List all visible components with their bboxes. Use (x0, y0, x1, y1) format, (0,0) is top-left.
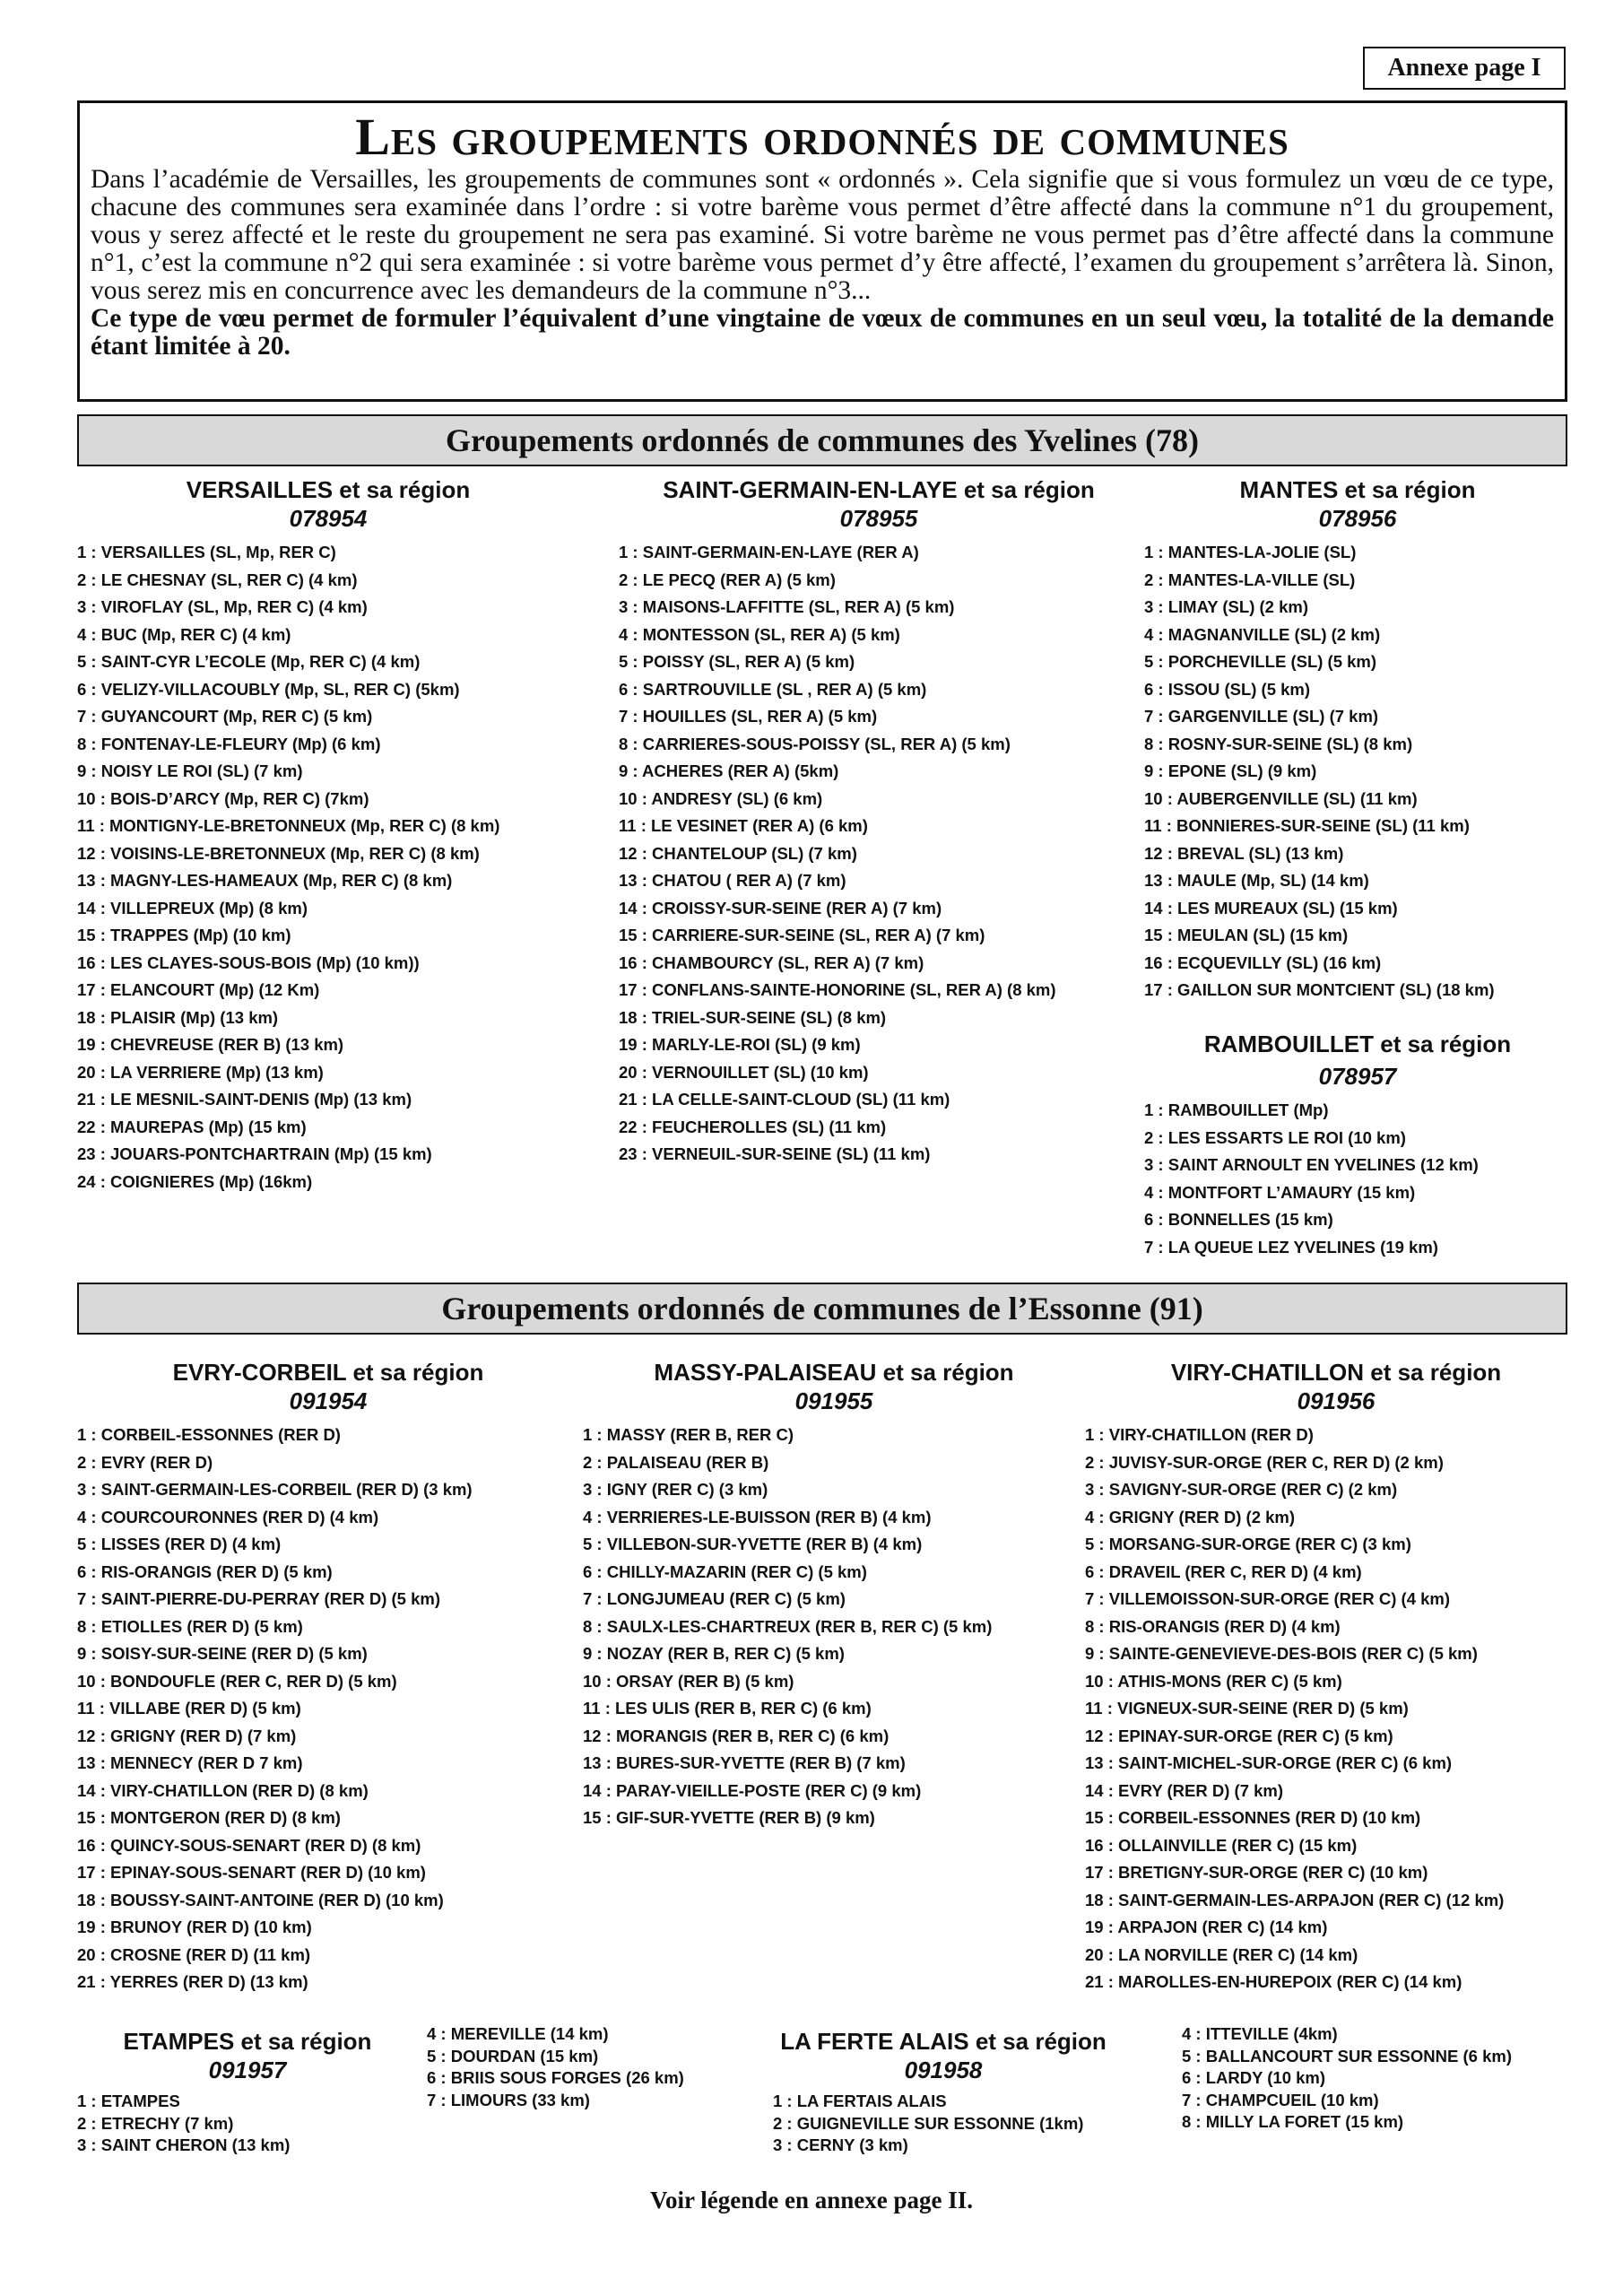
commune-item: 21 : LE MESNIL-SAINT-DENIS (Mp) (13 km) (77, 1090, 412, 1109)
commune-item: 4 : BUC (Mp, RER C) (4 km) (77, 624, 291, 644)
commune-item: 12 : EPINAY-SUR-ORGE (RER C) (5 km) (1085, 1726, 1393, 1745)
commune-item: 3 : CERNY (3 km) (773, 2135, 908, 2154)
commune-item: 16 : QUINCY-SOUS-SENART (RER D) (8 km) (77, 1835, 421, 1855)
commune-item: 7 : GUYANCOURT (Mp, RER C) (5 km) (77, 707, 373, 726)
commune-item: 3 : SAVIGNY-SUR-ORGE (RER C) (2 km) (1085, 1480, 1398, 1499)
commune-item: 8 : RIS-ORANGIS (RER D) (4 km) (1085, 1616, 1341, 1636)
commune-item: 6 : DRAVEIL (RER C, RER D) (4 km) (1085, 1561, 1362, 1581)
commune-item: 1 : LA FERTAIS ALAIS (773, 2092, 947, 2110)
commune-list (1085, 1422, 1587, 1996)
commune-item: 16 : ECQUEVILLY (SL) (16 km) (1144, 952, 1382, 972)
commune-item: 19 : ARPAJON (RER C) (14 km) (1085, 1918, 1328, 1936)
group-code: 091954 (289, 1387, 368, 1414)
commune-item: 20 : LA VERRIERE (Mp) (13 km) (77, 1062, 324, 1082)
commune-item: 15 : GIF-SUR-YVETTE (RER B) (9 km) (583, 1808, 875, 1827)
commune-item: 7 : HOUILLES (SL, RER A) (5 km) (619, 707, 878, 726)
commune-item: 12 : MORANGIS (RER B, RER C) (6 km) (583, 1726, 890, 1745)
commune-item: 10 : BOIS-D’ARCY (Mp, RER C) (7km) (77, 788, 369, 808)
group-la-ferte-alais (773, 2027, 1114, 2157)
commune-item: 8 : CARRIERES-SOUS-POISSY (SL, RER A) (5 km) (619, 734, 1011, 753)
group-title: LA FERTE ALAIS et sa région (780, 2028, 1107, 2055)
commune-item: 22 : FEUCHEROLLES (SL) (11 km) (619, 1117, 887, 1136)
commune-item: 21 : MAROLLES-EN-HUREPOIX (RER C) (14 km) (1085, 1972, 1462, 1991)
group-code: 091958 (904, 2057, 983, 2083)
commune-item: 19 : BRUNOY (RER D) (10 km) (77, 1918, 312, 1936)
commune-item: 14 : EVRY (RER D) (7 km) (1085, 1780, 1284, 1800)
commune-item: 19 : MARLY-LE-ROI (SL) (9 km) (619, 1035, 861, 1054)
commune-item: 18 : PLAISIR (Mp) (13 km) (77, 1007, 279, 1027)
commune-item: 1 : SAINT-GERMAIN-EN-LAYE (RER A) (619, 543, 919, 561)
commune-item: 5 : PORCHEVILLE (SL) (5 km) (1144, 652, 1377, 671)
commune-item: 6 : LARDY (10 km) (1182, 2068, 1326, 2087)
commune-item: 6 : BRIIS SOUS FORGES (26 km) (427, 2068, 684, 2087)
commune-list (773, 2091, 1114, 2157)
commune-item: 1 : VERSAILLES (SL, Mp, RER C) (77, 543, 336, 561)
commune-item: 10 : ATHIS-MONS (RER C) (5 km) (1085, 1671, 1342, 1691)
commune-item: 4 : VERRIERES-LE-BUISSON (RER B) (4 km) (583, 1507, 932, 1526)
group-title: MASSY-PALAISEAU et sa région (654, 1359, 1014, 1386)
commune-item: 1 : MANTES-LA-JOLIE (SL) (1144, 543, 1357, 561)
commune-list (1144, 1097, 1571, 1261)
commune-item: 8 : FONTENAY-LE-FLEURY (Mp) (6 km) (77, 734, 381, 753)
commune-list (619, 539, 1139, 1169)
commune-item: 1 : ETAMPES (77, 2092, 180, 2110)
commune-item: 16 : LES CLAYES-SOUS-BOIS (Mp) (10 km)) (77, 952, 420, 972)
commune-list (77, 539, 579, 1196)
commune-item: 6 : BONNELLES (15 km) (1144, 1210, 1333, 1229)
yvelines-section-header: Groupements ordonnés de communes des Yvelines (78) (77, 414, 1567, 466)
page-title: Les groupements ordonnés de communes (355, 108, 1289, 166)
commune-item: 5 : VILLEBON-SUR-YVETTE (RER B) (4 km) (583, 1535, 923, 1553)
commune-item: 18 : TRIEL-SUR-SEINE (SL) (8 km) (619, 1007, 887, 1027)
footer-note: Voir légende en annexe page II. (649, 2187, 974, 2213)
commune-item: 14 : VILLEPREUX (Mp) (8 km) (77, 898, 308, 918)
commune-item: 2 : LE CHESNAY (SL, RER C) (4 km) (77, 570, 358, 589)
commune-item: 8 : ETIOLLES (RER D) (5 km) (77, 1616, 303, 1636)
commune-item: 6 : SARTROUVILLE (SL , RER A) (5 km) (619, 679, 927, 699)
group-code: 078955 (839, 505, 918, 532)
commune-item: 17 : GAILLON SUR MONTCIENT (SL) (18 km) (1144, 980, 1495, 999)
commune-item: 10 : ANDRESY (SL) (6 km) (619, 788, 823, 808)
commune-item: 17 : ELANCOURT (Mp) (12 Km) (77, 980, 320, 999)
commune-item: 10 : AUBERGENVILLE (SL) (11 km) (1144, 788, 1418, 808)
commune-item: 9 : EPONE (SL) (9 km) (1144, 761, 1317, 780)
group-code: 078954 (289, 505, 368, 532)
group-title: EVRY-CORBEIL et sa région (172, 1359, 484, 1386)
commune-item: 21 : LA CELLE-SAINT-CLOUD (SL) (11 km) (619, 1090, 950, 1109)
group-code: 091956 (1297, 1387, 1376, 1414)
group-title: VIRY-CHATILLON et sa région (1170, 1359, 1502, 1386)
commune-item: 11 : BONNIERES-SUR-SEINE (SL) (11 km) (1144, 816, 1470, 835)
commune-item: 2 : LES ESSARTS LE ROI (10 km) (1144, 1127, 1406, 1147)
commune-item: 10 : ORSAY (RER B) (5 km) (583, 1671, 794, 1691)
commune-item: 3 : IGNY (RER C) (3 km) (583, 1480, 768, 1499)
commune-item: 16 : OLLAINVILLE (RER C) (15 km) (1085, 1835, 1358, 1855)
commune-item: 8 : ROSNY-SUR-SEINE (SL) (8 km) (1144, 734, 1413, 753)
group-etampes (77, 2027, 418, 2157)
commune-item: 11 : LE VESINET (RER A) (6 km) (619, 816, 868, 835)
commune-item: 12 : CHANTELOUP (SL) (7 km) (619, 843, 857, 863)
group-rambouillet (1144, 1030, 1571, 1261)
commune-item: 15 : TRAPPES (Mp) (10 km) (77, 926, 291, 944)
commune-item: 5 : DOURDAN (15 km) (427, 2046, 599, 2066)
commune-item: 15 : MEULAN (SL) (15 km) (1144, 926, 1349, 944)
commune-item: 8 : SAULX-LES-CHARTREUX (RER B, RER C) (5 km) (583, 1616, 993, 1636)
commune-item: 4 : MONTESSON (SL, RER A) (5 km) (619, 624, 900, 644)
commune-item: 4 : MEREVILLE (14 km) (427, 2024, 609, 2043)
commune-item: 9 : SAINTE-GENEVIEVE-DES-BOIS (RER C) (5 km) (1085, 1644, 1478, 1663)
commune-item: 18 : BOUSSY-SAINT-ANTOINE (RER D) (10 km) (77, 1890, 444, 1909)
commune-item: 4 : ITTEVILLE (4km) (1182, 2024, 1338, 2043)
intro-paragraph: Dans l’académie de Versailles, les groupements de communes sont « ordonnés ». Cela signifie que si vous formulez un vœu de ce type, chacune des communes sera examinée dans l’ordre : si votre barème vous permet d’être affecté dans la commune n°1 du groupement, vous y serez affecté et le reste du groupement ne sera pas examiné. Si votre barème ne vous permet pas d’être affecté dans la commune n°1, c’est la commune n°2 qui sera examinée : si votre barème vous permet d’y être affecté, l’examen du groupement s’arrêtera là. Sinon, vous serez mis en concurrence avec les demandeurs de la commune n°3... (91, 165, 1554, 305)
commune-item: 14 : VIRY-CHATILLON (RER D) (8 km) (77, 1780, 369, 1800)
group-code: 078957 (1318, 1063, 1397, 1090)
commune-item: 16 : CHAMBOURCY (SL, RER A) (7 km) (619, 952, 924, 972)
commune-item: 9 : NOISY LE ROI (SL) (7 km) (77, 761, 303, 780)
commune-item: 8 : MILLY LA FORET (15 km) (1182, 2112, 1404, 2131)
commune-list (77, 2091, 418, 2157)
commune-item: 4 : GRIGNY (RER D) (2 km) (1085, 1507, 1296, 1526)
essonne-section-header: Groupements ordonnés de communes de l’Essonne (91) (77, 1283, 1567, 1335)
intro-box (77, 100, 1567, 402)
group-code: 078956 (1318, 505, 1397, 532)
commune-item: 5 : BALLANCOURT SUR ESSONNE (6 km) (1182, 2046, 1512, 2066)
commune-item: 22 : MAUREPAS (Mp) (15 km) (77, 1117, 307, 1136)
commune-item: 14 : CROISSY-SUR-SEINE (RER A) (7 km) (619, 898, 942, 918)
commune-item: 13 : CHATOU ( RER A) (7 km) (619, 871, 846, 890)
commune-item: 3 : SAINT ARNOULT EN YVELINES (12 km) (1144, 1155, 1479, 1174)
commune-item: 23 : JOUARS-PONTCHARTRAIN (Mp) (15 km) (77, 1144, 432, 1163)
commune-item: 1 : RAMBOUILLET (Mp) (1144, 1100, 1329, 1119)
commune-item: 9 : NOZAY (RER B, RER C) (5 km) (583, 1644, 845, 1663)
commune-item: 19 : CHEVREUSE (RER B) (13 km) (77, 1035, 344, 1054)
commune-item: 15 : MONTGERON (RER D) (8 km) (77, 1808, 341, 1827)
commune-item: 4 : MAGNANVILLE (SL) (2 km) (1144, 624, 1381, 644)
ferte-commune-list-continued (1182, 2023, 1512, 2134)
intro-bold-paragraph: Ce type de vœu permet de formuler l’équivalent d’une vingtaine de vœux de communes en un seul vœu, la totalité de la demande étant limitée à 20. (91, 304, 1554, 361)
commune-item: 11 : VIGNEUX-SUR-SEINE (RER D) (5 km) (1085, 1699, 1409, 1718)
commune-item: 15 : CARRIERE-SUR-SEINE (SL, RER A) (7 km) (619, 926, 985, 944)
commune-item: 3 : LIMAY (SL) (2 km) (1144, 597, 1308, 616)
group-massy-palaiseau (583, 1358, 1085, 1832)
commune-item: 10 : BONDOUFLE (RER C, RER D) (5 km) (77, 1671, 397, 1691)
commune-item: 3 : SAINT-GERMAIN-LES-CORBEIL (RER D) (3 km) (77, 1480, 473, 1499)
commune-item: 14 : LES MUREAUX (SL) (15 km) (1144, 898, 1398, 918)
commune-item: 4 : COURCOURONNES (RER D) (4 km) (77, 1507, 379, 1526)
commune-item: 23 : VERNEUIL-SUR-SEINE (SL) (11 km) (619, 1144, 931, 1163)
commune-item: 7 : VILLEMOISSON-SUR-ORGE (RER C) (4 km) (1085, 1589, 1451, 1608)
commune-item: 1 : VIRY-CHATILLON (RER D) (1085, 1425, 1314, 1444)
commune-item: 5 : SAINT-CYR L’ECOLE (Mp, RER C) (4 km) (77, 652, 421, 671)
commune-item: 14 : PARAY-VIEILLE-POSTE (RER C) (9 km) (583, 1780, 922, 1800)
commune-item: 17 : EPINAY-SOUS-SENART (RER D) (10 km) (77, 1863, 426, 1882)
group-code: 091955 (794, 1387, 873, 1414)
commune-item: 21 : YERRES (RER D) (13 km) (77, 1972, 308, 1991)
group-title: SAINT-GERMAIN-EN-LAYE et sa région (663, 476, 1095, 503)
etampes-commune-list-continued (427, 2023, 684, 2111)
commune-list (583, 1422, 1085, 1832)
commune-item: 2 : MANTES-LA-VILLE (SL) (1144, 570, 1356, 589)
commune-item: 20 : VERNOUILLET (SL) (10 km) (619, 1062, 869, 1082)
commune-item: 17 : CONFLANS-SAINTE-HONORINE (SL, RER A) (8 km) (619, 980, 1056, 999)
commune-item: 6 : CHILLY-MAZARIN (RER C) (5 km) (583, 1561, 867, 1581)
commune-item: 7 : LIMOURS (33 km) (427, 2090, 590, 2109)
group-title: VERSAILLES et sa région (186, 476, 471, 503)
commune-item: 11 : MONTIGNY-LE-BRETONNEUX (Mp, RER C) (8 km) (77, 816, 500, 835)
commune-item: 20 : CROSNE (RER D) (11 km) (77, 1944, 311, 1964)
commune-item: 11 : LES ULIS (RER B, RER C) (6 km) (583, 1699, 872, 1718)
group-title: ETAMPES et sa région (123, 2028, 372, 2055)
commune-item: 9 : ACHERES (RER A) (5km) (619, 761, 839, 780)
commune-item: 5 : POISSY (SL, RER A) (5 km) (619, 652, 855, 671)
commune-item: 1 : MASSY (RER B, RER C) (583, 1425, 794, 1444)
commune-item: 24 : COIGNIERES (Mp) (16km) (77, 1171, 313, 1191)
commune-item: 2 : ETRECHY (7 km) (77, 2113, 234, 2133)
group-title: RAMBOUILLET et sa région (1203, 1031, 1512, 1057)
commune-item: 20 : LA NORVILLE (RER C) (14 km) (1085, 1944, 1358, 1964)
group-code: 091957 (208, 2057, 287, 2083)
commune-item: 13 : MAGNY-LES-HAMEAUX (Mp, RER C) (8 km) (77, 871, 453, 890)
commune-item: 13 : SAINT-MICHEL-SUR-ORGE (RER C) (6 km) (1085, 1753, 1453, 1772)
commune-item: 7 : GARGENVILLE (SL) (7 km) (1144, 707, 1379, 726)
annexe-page-label: Annexe page I (1363, 47, 1566, 90)
commune-item: 1 : CORBEIL-ESSONNES (RER D) (77, 1425, 341, 1444)
group-saint-germain (619, 475, 1139, 1169)
commune-item: 2 : JUVISY-SUR-ORGE (RER C, RER D) (2 km) (1085, 1452, 1444, 1472)
commune-item: 3 : SAINT CHERON (13 km) (77, 2135, 291, 2154)
commune-item: 5 : LISSES (RER D) (4 km) (77, 1535, 282, 1553)
commune-list (77, 1422, 579, 1996)
commune-item: 12 : BREVAL (SL) (13 km) (1144, 843, 1344, 863)
commune-item: 7 : SAINT-PIERRE-DU-PERRAY (RER D) (5 km) (77, 1589, 441, 1608)
commune-item: 17 : BRETIGNY-SUR-ORGE (RER C) (10 km) (1085, 1863, 1428, 1882)
commune-item: 6 : VELIZY-VILLACOUBLY (Mp, SL, RER C) (5km) (77, 679, 460, 699)
commune-item: 15 : CORBEIL-ESSONNES (RER D) (10 km) (1085, 1808, 1421, 1827)
commune-item: 13 : MAULE (Mp, SL) (14 km) (1144, 871, 1369, 890)
commune-item: 7 : LONGJUMEAU (RER C) (5 km) (583, 1589, 846, 1608)
commune-item: 11 : VILLABE (RER D) (5 km) (77, 1699, 301, 1718)
commune-item: 6 : ISSOU (SL) (5 km) (1144, 679, 1311, 699)
commune-item: 12 : GRIGNY (RER D) (7 km) (77, 1726, 297, 1745)
commune-item: 6 : RIS-ORANGIS (RER D) (5 km) (77, 1561, 333, 1581)
commune-item: 7 : CHAMPCUEIL (10 km) (1182, 2090, 1379, 2109)
commune-item: 5 : MORSANG-SUR-ORGE (RER C) (3 km) (1085, 1535, 1411, 1553)
commune-item: 4 : MONTFORT L’AMAURY (15 km) (1144, 1182, 1416, 1202)
commune-item: 2 : PALAISEAU (RER B) (583, 1452, 769, 1472)
commune-item: 2 : EVRY (RER D) (77, 1452, 213, 1472)
group-mantes (1144, 475, 1571, 1004)
commune-item: 3 : MAISONS-LAFFITTE (SL, RER A) (5 km) (619, 597, 955, 616)
commune-item: 13 : MENNECY (RER D 7 km) (77, 1753, 303, 1772)
commune-item: 2 : LE PECQ (RER A) (5 km) (619, 570, 836, 589)
commune-item: 9 : SOISY-SUR-SEINE (RER D) (5 km) (77, 1644, 368, 1663)
group-versailles (77, 475, 579, 1196)
commune-list (1144, 539, 1571, 1004)
commune-item: 12 : VOISINS-LE-BRETONNEUX (Mp, RER C) (8 km) (77, 843, 480, 863)
commune-item: 18 : SAINT-GERMAIN-LES-ARPAJON (RER C) (12 km) (1085, 1890, 1505, 1909)
group-evry-corbeil (77, 1358, 579, 1996)
commune-item: 2 : GUIGNEVILLE SUR ESSONNE (1km) (773, 2113, 1084, 2133)
commune-item: 3 : VIROFLAY (SL, Mp, RER C) (4 km) (77, 597, 368, 616)
commune-item: 7 : LA QUEUE LEZ YVELINES (19 km) (1144, 1237, 1438, 1257)
commune-item: 13 : BURES-SUR-YVETTE (RER B) (7 km) (583, 1753, 906, 1772)
group-title: MANTES et sa région (1239, 476, 1476, 503)
group-viry-chatillon (1085, 1358, 1587, 1996)
